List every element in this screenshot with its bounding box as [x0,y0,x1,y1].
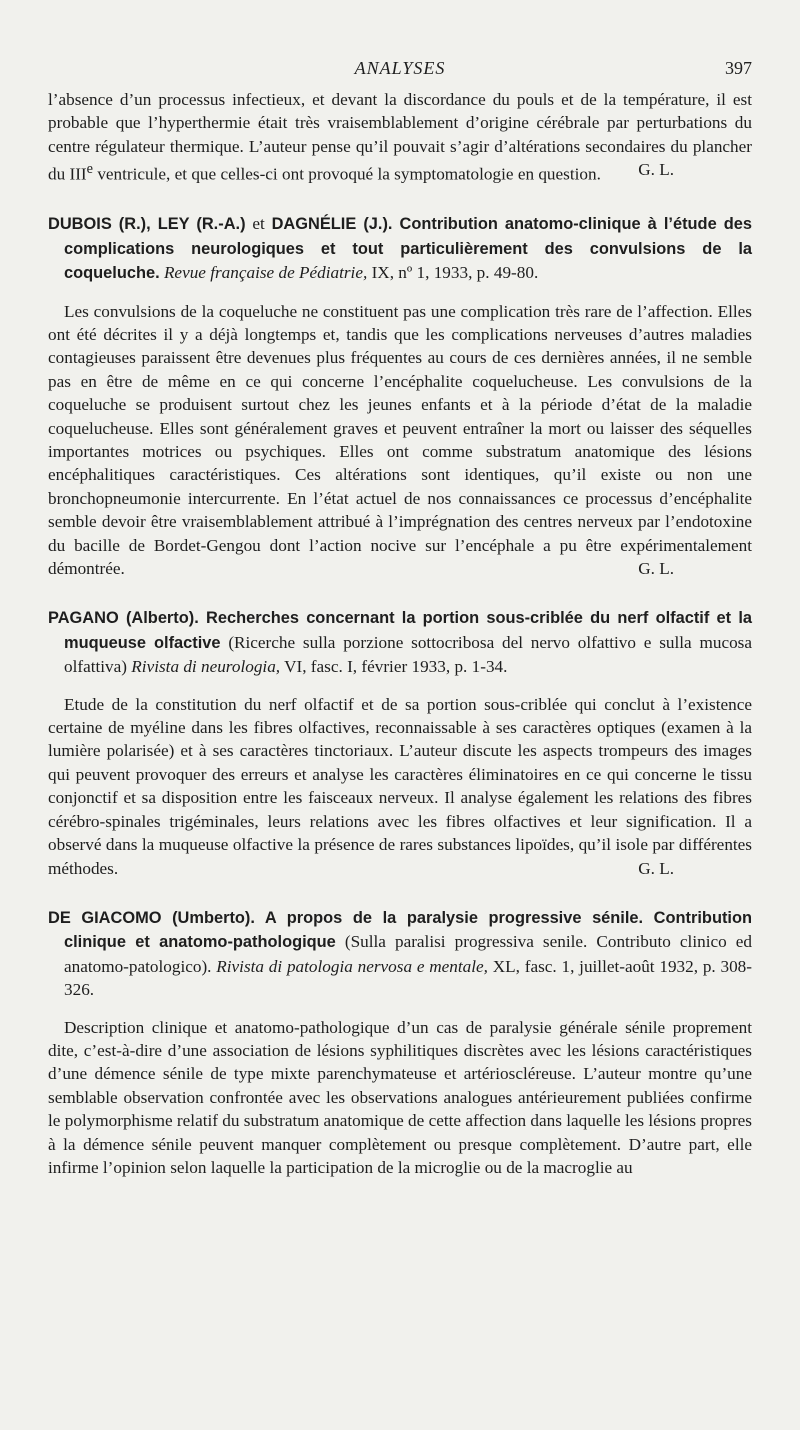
review-citation: VI, fasc. I, février 1933, p. 1-34. [280,657,508,677]
review-authors: DE GIACOMO (Umberto). [48,908,255,927]
review-body-text: Description clinique et anatomo-pathologique d’un cas de paralysie générale sénile proprement dite, c’est-à-dire d’une association de lésions syphilitiques discrètes avec les lésions caractéristiques d’une démence sénile de type mixte parenchymateuse et artérioscléreuse. L’auteur montre qu’une semblable observation confrontée avec les observations analogues antérieurement publiées confirme le polymorphisme relatif du substratum anatomique de cette affection dans laquelle les lésions propres à la démence sénile peuvent manquer complètement ou presque complètement. D’autre part, elle infirme l’opinion selon laquelle la participation de la microglie ou de la macroglie au [48,1017,752,1177]
review-body [48,693,752,880]
review-journal: Revue française de Pédiatrie, [159,263,368,283]
review-journal: Rivista di patologia nervosa e mentale, [211,956,488,976]
review-heading [48,906,752,1002]
intro-superscript: e [86,161,94,178]
review-citation: XL, fasc. 1, juillet-août 1932, p. 308-326. [64,956,753,1000]
intro-text-after: ventricule, et que celles-ci ont provoqué la symptomatologie en question. [93,164,601,184]
review-original-title: (Sulla paralisi progressiva senile. Contributo clinico ed anatomo-patologico). [64,932,752,976]
review-pagano [48,606,752,879]
review-authors-second: DAGNÉLIE (J.). [271,215,393,234]
review-body-text: Etude de la constitution du nerf olfactif et de sa portion sous-criblée qui conclut à l’existence certaine de myéline dans les fibres olfactives, reconnaissable à ses caractères optiques (examen à la lumière polarisée) et à ses caractères tinctoriaux. L’auteur discute les aspects trompeurs des images qui peuvent provoquer des erreurs et analyse les caractères éliminatoires en ce qui concerne le tissu conjonctif et sa disposition entre les faisceaux nerveux. Il analyse également les relations des fibres cérébro-spinales trigéminales, leurs relations avec les fibres olfactives et leur signification. Il a observé dans la muqueuse olfactive la présence de rares substances lipoïdes, qu’il isole par différentes méthodes. [48,694,752,878]
review-de-giacomo [48,906,752,1179]
intro-paragraph [48,88,752,186]
review-original-title: (Ricerche sulla porzione sottocribosa del nervo olfattivo e sulla mucosa olfattiva) [64,632,752,677]
review-author-connector: et [245,214,272,234]
review-heading [48,212,752,285]
review-title: A propos de la paralysie progressive sénile. Contribution clinique et anatomo-pathologique [64,908,752,952]
review-title: Recherches concernant la portion sous-criblée du nerf olfactif et la muqueuse olfactive [64,609,752,652]
review-body [48,1016,752,1180]
review-journal: Rivista di neurologia, [127,657,281,677]
review-authors: DUBOIS (R.), LEY (R.-A.) [48,215,246,234]
intro-paragraph-block [48,88,752,186]
review-body-text: Les convulsions de la coqueluche ne constituent pas une complication très rare de l’affection. Elles ont été décrites il y a déjà longtemps et, tandis que les complications nerveuses d’autres maladies contagieuses paraissent être devenues plus fréquentes au cours de ces dernières années, il ne semble pas en être de même en ce qui concerne l’encéphalite coquelucheuse. Les convulsions de la coqueluche se produisent surtout chez les jeunes enfants et à la période d’état de la maladie coquelucheuse. Elles sont généralement graves et peuvent entraîner la mort ou laisser des séquelles importantes motrices ou psychiques. Elles ont comme substratum anatomique des lésions encéphalitiques caractéristiques. Ces altérations sont identiques, qu’il existe ou non une bronchopneumonie intercurrente. En l’état actuel de nos connaissances ce processus d’encéphalite semble devoir être vraisemblablement attribué à l’imprégnation des centres nerveux par l’endotoxine du bacille de Bordet-Gengou dont l’action nocive sur l’encéphale a pu être expérimentalement démontrée. [48,301,752,579]
review-authors: PAGANO (Alberto). [48,609,199,628]
review-signature: G. L. [638,858,674,878]
page-number: 397 [725,58,752,78]
running-title: ANALYSES [354,58,446,78]
review-body [48,300,752,581]
running-head [48,58,752,88]
intro-signature: G. L. [638,160,674,180]
review-dubois [48,212,752,580]
review-heading [48,606,752,678]
intro-text: l’absence d’un processus infectieux, et devant la discordance du pouls et de la température, il est probable que l’hyperthermie était très vraisemblablement d’origine cérébrale par perturbations du centre régulateur thermique. L’auteur pense qu’il pouvait s’agir d’altérations secondaires du plancher du III [48,90,752,184]
review-citation: IX, nº 1, 1933, p. 49-80. [367,263,539,283]
review-signature: G. L. [638,559,674,579]
review-title: Contribution anatomo-clinique à l’étude des complications neurologiques et tout particulièrement des convulsions de la coqueluche. [64,215,752,283]
